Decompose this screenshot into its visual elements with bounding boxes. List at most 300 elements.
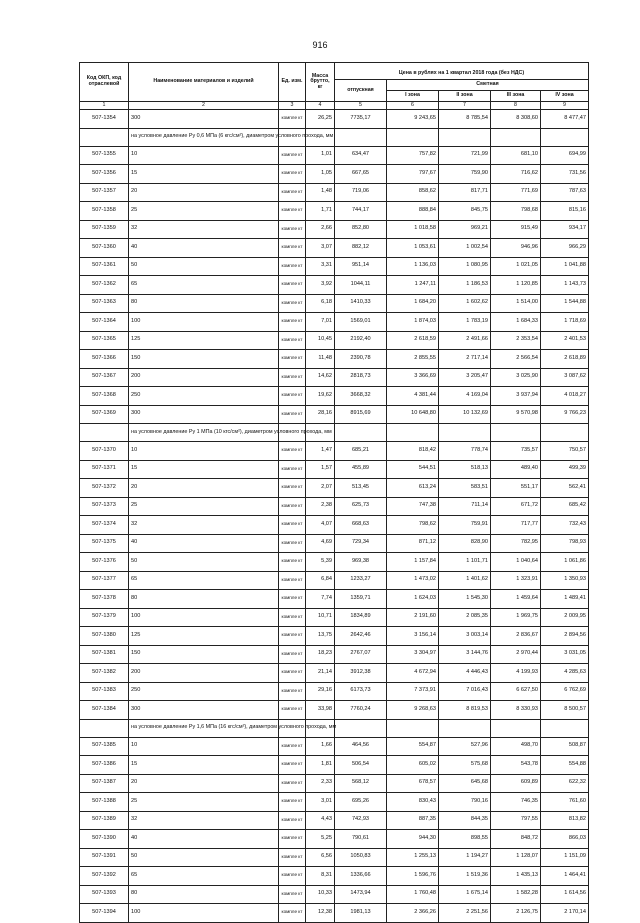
row-name: 10	[129, 442, 279, 461]
section-title: на условное давление Ру 1,6 МПа (16 кгс/см²), диаметром условного прохода, мм	[129, 719, 279, 737]
row-unit: компле кт	[279, 516, 306, 535]
row-price-otpusk: 7735,17	[335, 110, 387, 129]
row-price-zone-1: 798,62	[387, 516, 439, 535]
row-price-zone-3: 1 459,64	[491, 590, 541, 609]
row-mass: 3,31	[306, 257, 335, 276]
empty-cell	[335, 424, 387, 442]
empty-cell	[491, 424, 541, 442]
row-price-zone-3: 489,40	[491, 460, 541, 479]
row-unit: компле кт	[279, 553, 306, 572]
row-code: 507-1364	[80, 313, 129, 332]
row-price-zone-3: 609,89	[491, 774, 541, 793]
header-unit: Ед. изм.	[279, 63, 306, 102]
row-code: 507-1357	[80, 183, 129, 202]
row-unit: компле кт	[279, 867, 306, 886]
row-price-zone-1: 544,51	[387, 460, 439, 479]
row-price-zone-4: 4 285,63	[541, 664, 589, 683]
row-price-zone-2: 8 819,53	[439, 701, 491, 720]
row-unit: компле кт	[279, 368, 306, 387]
row-price-zone-4: 1 061,86	[541, 553, 589, 572]
row-price-otpusk: 729,34	[335, 534, 387, 553]
row-price-zone-2: 2 085,35	[439, 608, 491, 627]
row-mass: 28,16	[306, 405, 335, 424]
section-title: на условное давление Ру 0,6 МПа (6 кгс/см²), диаметром условного прохода, мм	[129, 128, 279, 146]
table-row	[80, 110, 589, 129]
row-price-otpusk: 1359,71	[335, 590, 387, 609]
row-mass: 1,57	[306, 460, 335, 479]
row-price-otpusk: 3668,32	[335, 387, 387, 406]
row-mass: 11,48	[306, 350, 335, 369]
row-mass: 10,33	[306, 885, 335, 904]
col-number: 5	[335, 102, 387, 110]
row-price-zone-2: 898,55	[439, 830, 491, 849]
table-row	[80, 534, 589, 553]
row-price-zone-1: 2 191,60	[387, 608, 439, 627]
row-name: 200	[129, 664, 279, 683]
table-row	[80, 590, 589, 609]
empty-cell	[335, 128, 387, 146]
row-price-otpusk: 1410,33	[335, 294, 387, 313]
table-row	[80, 313, 589, 332]
row-name: 40	[129, 239, 279, 258]
row-price-zone-3: 3 025,90	[491, 368, 541, 387]
row-price-zone-2: 518,13	[439, 460, 491, 479]
row-code: 507-1356	[80, 165, 129, 184]
row-price-otpusk: 1569,01	[335, 313, 387, 332]
empty-cell	[387, 719, 439, 737]
header-zone-4: IV зона	[541, 91, 589, 102]
row-mass: 2,33	[306, 774, 335, 793]
row-price-zone-1: 2 618,59	[387, 331, 439, 350]
row-name: 200	[129, 368, 279, 387]
row-name: 65	[129, 571, 279, 590]
row-code: 507-1382	[80, 664, 129, 683]
row-price-zone-2: 3 144,76	[439, 645, 491, 664]
empty-cell	[387, 424, 439, 442]
table-row	[80, 664, 589, 683]
row-code: 507-1389	[80, 811, 129, 830]
row-price-zone-4: 2 894,56	[541, 627, 589, 646]
header-zone-1: I зона	[387, 91, 439, 102]
table-row	[80, 331, 589, 350]
row-price-otpusk: 1233,27	[335, 571, 387, 590]
row-name: 32	[129, 516, 279, 535]
row-unit: компле кт	[279, 774, 306, 793]
row-price-zone-3: 1 514,00	[491, 294, 541, 313]
row-price-zone-2: 721,99	[439, 146, 491, 165]
row-price-zone-2: 828,90	[439, 534, 491, 553]
row-mass: 10,71	[306, 608, 335, 627]
row-price-otpusk: 513,45	[335, 479, 387, 498]
section-code-cell	[80, 128, 129, 146]
row-mass: 2,07	[306, 479, 335, 498]
row-price-zone-1: 1 136,03	[387, 257, 439, 276]
row-price-otpusk: 1336,66	[335, 867, 387, 886]
row-price-zone-1: 7 373,91	[387, 682, 439, 701]
row-unit: компле кт	[279, 534, 306, 553]
row-price-zone-3: 9 570,98	[491, 405, 541, 424]
row-name: 100	[129, 313, 279, 332]
row-unit: компле кт	[279, 313, 306, 332]
row-price-zone-4: 2 170,14	[541, 904, 589, 923]
row-code: 507-1365	[80, 331, 129, 350]
row-unit: компле кт	[279, 405, 306, 424]
row-mass: 1,71	[306, 202, 335, 221]
row-price-zone-4: 1 041,88	[541, 257, 589, 276]
row-price-zone-4: 622,32	[541, 774, 589, 793]
row-price-otpusk: 3912,38	[335, 664, 387, 683]
row-price-otpusk: 1044,11	[335, 276, 387, 295]
row-code: 507-1362	[80, 276, 129, 295]
row-code: 507-1359	[80, 220, 129, 239]
row-code: 507-1394	[80, 904, 129, 923]
row-price-zone-1: 1 157,84	[387, 553, 439, 572]
row-unit: компле кт	[279, 460, 306, 479]
row-code: 507-1363	[80, 294, 129, 313]
row-name: 80	[129, 590, 279, 609]
row-mass: 29,16	[306, 682, 335, 701]
row-price-zone-4: 3 031,05	[541, 645, 589, 664]
page-number: 916	[312, 40, 328, 50]
row-code: 507-1355	[80, 146, 129, 165]
row-price-zone-1: 2 855,55	[387, 350, 439, 369]
table-row	[80, 867, 589, 886]
row-price-zone-4: 694,99	[541, 146, 589, 165]
table-row	[80, 165, 589, 184]
price-table	[79, 62, 589, 923]
row-price-zone-3: 782,95	[491, 534, 541, 553]
row-price-zone-3: 3 937,94	[491, 387, 541, 406]
row-mass: 7,74	[306, 590, 335, 609]
row-name: 20	[129, 774, 279, 793]
row-price-zone-4: 8 477,47	[541, 110, 589, 129]
row-price-zone-1: 3 366,69	[387, 368, 439, 387]
row-mass: 1,01	[306, 146, 335, 165]
row-price-otpusk: 695,26	[335, 793, 387, 812]
row-price-zone-4: 6 762,69	[541, 682, 589, 701]
row-price-zone-3: 717,77	[491, 516, 541, 535]
col-number: 3	[279, 102, 306, 110]
col-number: 2	[129, 102, 279, 110]
row-code: 507-1370	[80, 442, 129, 461]
section-row	[80, 128, 589, 146]
header-zone-2: II зона	[439, 91, 491, 102]
row-code: 507-1354	[80, 110, 129, 129]
row-price-zone-4: 731,56	[541, 165, 589, 184]
row-code: 507-1372	[80, 479, 129, 498]
table-row	[80, 571, 589, 590]
row-price-zone-2: 583,51	[439, 479, 491, 498]
row-price-zone-2: 3 003,14	[439, 627, 491, 646]
row-name: 40	[129, 830, 279, 849]
row-price-zone-1: 944,30	[387, 830, 439, 849]
header-mass: Масса брутто, кг	[306, 63, 335, 102]
table-row	[80, 479, 589, 498]
row-price-zone-2: 759,91	[439, 516, 491, 535]
section-row	[80, 719, 589, 737]
row-price-zone-2: 1 080,95	[439, 257, 491, 276]
row-name: 250	[129, 682, 279, 701]
row-price-otpusk: 1473,94	[335, 885, 387, 904]
row-name: 50	[129, 848, 279, 867]
empty-cell	[541, 719, 589, 737]
row-price-zone-3: 746,35	[491, 793, 541, 812]
row-mass: 6,18	[306, 294, 335, 313]
row-price-zone-2: 2 251,56	[439, 904, 491, 923]
row-price-zone-4: 1 718,69	[541, 313, 589, 332]
row-price-zone-2: 645,68	[439, 774, 491, 793]
row-price-zone-1: 10 648,80	[387, 405, 439, 424]
table-row	[80, 811, 589, 830]
row-name: 50	[129, 257, 279, 276]
row-mass: 18,23	[306, 645, 335, 664]
row-price-zone-2: 1 194,27	[439, 848, 491, 867]
row-price-zone-3: 2 126,75	[491, 904, 541, 923]
row-price-zone-4: 499,39	[541, 460, 589, 479]
row-code: 507-1390	[80, 830, 129, 849]
row-price-zone-4: 2 009,95	[541, 608, 589, 627]
row-price-otpusk: 744,17	[335, 202, 387, 221]
row-price-otpusk: 882,12	[335, 239, 387, 258]
table-row	[80, 756, 589, 775]
row-price-zone-1: 871,12	[387, 534, 439, 553]
row-unit: компле кт	[279, 830, 306, 849]
row-price-zone-2: 1 602,62	[439, 294, 491, 313]
empty-cell	[541, 128, 589, 146]
row-mass: 12,38	[306, 904, 335, 923]
row-price-zone-4: 1 614,56	[541, 885, 589, 904]
row-price-zone-2: 844,35	[439, 811, 491, 830]
row-unit: компле кт	[279, 811, 306, 830]
row-price-zone-3: 8 330,93	[491, 701, 541, 720]
row-price-otpusk: 455,89	[335, 460, 387, 479]
row-mass: 1,66	[306, 737, 335, 756]
section-title: на условное давление Ру 1 МПа (10 кгс/см²), диаметром условного прохода, мм	[129, 424, 279, 442]
row-price-zone-3: 946,96	[491, 239, 541, 258]
row-mass: 14,62	[306, 368, 335, 387]
row-price-otpusk: 852,80	[335, 220, 387, 239]
row-unit: компле кт	[279, 294, 306, 313]
row-price-zone-3: 915,49	[491, 220, 541, 239]
row-name: 25	[129, 793, 279, 812]
row-price-zone-1: 2 366,26	[387, 904, 439, 923]
row-mass: 3,01	[306, 793, 335, 812]
row-mass: 1,81	[306, 756, 335, 775]
row-name: 125	[129, 331, 279, 350]
row-price-zone-2: 8 785,54	[439, 110, 491, 129]
row-name: 125	[129, 627, 279, 646]
row-unit: компле кт	[279, 220, 306, 239]
table-row	[80, 294, 589, 313]
row-price-otpusk: 464,56	[335, 737, 387, 756]
row-unit: компле кт	[279, 146, 306, 165]
row-unit: компле кт	[279, 350, 306, 369]
row-price-otpusk: 6173,73	[335, 682, 387, 701]
table-row	[80, 553, 589, 572]
row-code: 507-1383	[80, 682, 129, 701]
row-price-zone-4: 761,60	[541, 793, 589, 812]
empty-cell	[439, 424, 491, 442]
table-row	[80, 645, 589, 664]
table-row	[80, 202, 589, 221]
row-price-zone-3: 1 120,85	[491, 276, 541, 295]
row-price-zone-2: 969,21	[439, 220, 491, 239]
row-price-zone-2: 4 446,43	[439, 664, 491, 683]
row-code: 507-1377	[80, 571, 129, 590]
row-mass: 6,84	[306, 571, 335, 590]
row-price-zone-3: 671,72	[491, 497, 541, 516]
row-price-zone-4: 2 618,89	[541, 350, 589, 369]
table-row	[80, 830, 589, 849]
empty-cell	[491, 719, 541, 737]
row-price-zone-3: 1 021,05	[491, 257, 541, 276]
row-price-otpusk: 8915,69	[335, 405, 387, 424]
table-row	[80, 350, 589, 369]
row-mass: 3,92	[306, 276, 335, 295]
row-price-zone-1: 1 473,02	[387, 571, 439, 590]
row-code: 507-1368	[80, 387, 129, 406]
row-price-zone-1: 3 156,14	[387, 627, 439, 646]
table-row	[80, 368, 589, 387]
row-price-zone-1: 858,62	[387, 183, 439, 202]
header-price: Цена в рублях на 1 квартал 2018 года (без НДС)	[335, 69, 589, 80]
row-price-zone-1: 554,87	[387, 737, 439, 756]
row-price-zone-1: 1 018,58	[387, 220, 439, 239]
row-unit: компле кт	[279, 497, 306, 516]
row-price-zone-1: 1 684,20	[387, 294, 439, 313]
table-row	[80, 257, 589, 276]
table-row	[80, 904, 589, 923]
row-price-zone-4: 787,63	[541, 183, 589, 202]
row-price-otpusk: 7760,24	[335, 701, 387, 720]
table-row	[80, 701, 589, 720]
row-price-zone-3: 543,78	[491, 756, 541, 775]
row-price-zone-4: 1 489,41	[541, 590, 589, 609]
row-price-zone-1: 9 268,63	[387, 701, 439, 720]
row-price-zone-2: 778,74	[439, 442, 491, 461]
table-row	[80, 848, 589, 867]
row-price-zone-3: 1 969,75	[491, 608, 541, 627]
row-mass: 5,39	[306, 553, 335, 572]
row-price-zone-1: 1 053,61	[387, 239, 439, 258]
row-price-otpusk: 742,93	[335, 811, 387, 830]
row-price-zone-4: 798,93	[541, 534, 589, 553]
row-unit: компле кт	[279, 756, 306, 775]
row-name: 300	[129, 701, 279, 720]
row-price-zone-2: 2 491,66	[439, 331, 491, 350]
row-mass: 4,07	[306, 516, 335, 535]
row-name: 300	[129, 405, 279, 424]
row-price-zone-1: 1 760,48	[387, 885, 439, 904]
row-unit: компле кт	[279, 645, 306, 664]
row-name: 20	[129, 183, 279, 202]
table-row	[80, 497, 589, 516]
table-row	[80, 774, 589, 793]
row-mass: 1,05	[306, 165, 335, 184]
row-price-otpusk: 951,14	[335, 257, 387, 276]
row-mass: 7,01	[306, 313, 335, 332]
row-unit: компле кт	[279, 793, 306, 812]
row-price-zone-1: 747,38	[387, 497, 439, 516]
row-code: 507-1386	[80, 756, 129, 775]
row-price-zone-1: 757,82	[387, 146, 439, 165]
row-code: 507-1361	[80, 257, 129, 276]
col-number: 4	[306, 102, 335, 110]
row-price-otpusk: 568,12	[335, 774, 387, 793]
row-unit: компле кт	[279, 165, 306, 184]
row-unit: компле кт	[279, 110, 306, 129]
row-price-zone-3: 2 970,44	[491, 645, 541, 664]
row-mass: 10,45	[306, 331, 335, 350]
row-price-zone-1: 1 624,03	[387, 590, 439, 609]
row-mass: 19,62	[306, 387, 335, 406]
row-name: 65	[129, 276, 279, 295]
row-price-zone-2: 1 519,36	[439, 867, 491, 886]
row-name: 15	[129, 460, 279, 479]
row-price-zone-3: 716,62	[491, 165, 541, 184]
row-name: 50	[129, 553, 279, 572]
row-price-zone-1: 678,57	[387, 774, 439, 793]
row-code: 507-1374	[80, 516, 129, 535]
table-row	[80, 442, 589, 461]
table-row	[80, 239, 589, 258]
table-row	[80, 405, 589, 424]
header-name: Наименование материалов и изделий	[129, 63, 279, 102]
row-name: 40	[129, 534, 279, 553]
row-name: 10	[129, 737, 279, 756]
row-price-zone-3: 681,10	[491, 146, 541, 165]
row-price-zone-4: 4 018,27	[541, 387, 589, 406]
row-mass: 26,25	[306, 110, 335, 129]
row-price-zone-3: 4 199,93	[491, 664, 541, 683]
row-code: 507-1378	[80, 590, 129, 609]
row-code: 507-1375	[80, 534, 129, 553]
row-name: 10	[129, 146, 279, 165]
row-price-zone-3: 1 684,33	[491, 313, 541, 332]
row-price-zone-2: 759,90	[439, 165, 491, 184]
row-price-zone-3: 2 566,54	[491, 350, 541, 369]
row-price-zone-2: 575,68	[439, 756, 491, 775]
row-price-zone-2: 790,16	[439, 793, 491, 812]
row-price-zone-3: 1 435,13	[491, 867, 541, 886]
row-price-zone-2: 10 132,69	[439, 405, 491, 424]
row-price-zone-2: 711,14	[439, 497, 491, 516]
col-number: 9	[541, 102, 589, 110]
row-unit: компле кт	[279, 904, 306, 923]
row-name: 80	[129, 294, 279, 313]
row-unit: компле кт	[279, 276, 306, 295]
row-price-zone-1: 1 255,13	[387, 848, 439, 867]
row-price-otpusk: 667,65	[335, 165, 387, 184]
row-name: 15	[129, 756, 279, 775]
col-number: 8	[491, 102, 541, 110]
row-name: 250	[129, 387, 279, 406]
col-number: 7	[439, 102, 491, 110]
row-unit: компле кт	[279, 183, 306, 202]
row-price-zone-2: 1 545,30	[439, 590, 491, 609]
empty-cell	[541, 424, 589, 442]
row-price-zone-1: 4 381,44	[387, 387, 439, 406]
row-price-zone-3: 551,17	[491, 479, 541, 498]
row-price-zone-4: 815,16	[541, 202, 589, 221]
row-code: 507-1379	[80, 608, 129, 627]
row-code: 507-1380	[80, 627, 129, 646]
row-price-zone-2: 527,96	[439, 737, 491, 756]
row-mass: 13,75	[306, 627, 335, 646]
row-unit: компле кт	[279, 257, 306, 276]
row-unit: компле кт	[279, 664, 306, 683]
row-price-zone-2: 1 675,14	[439, 885, 491, 904]
